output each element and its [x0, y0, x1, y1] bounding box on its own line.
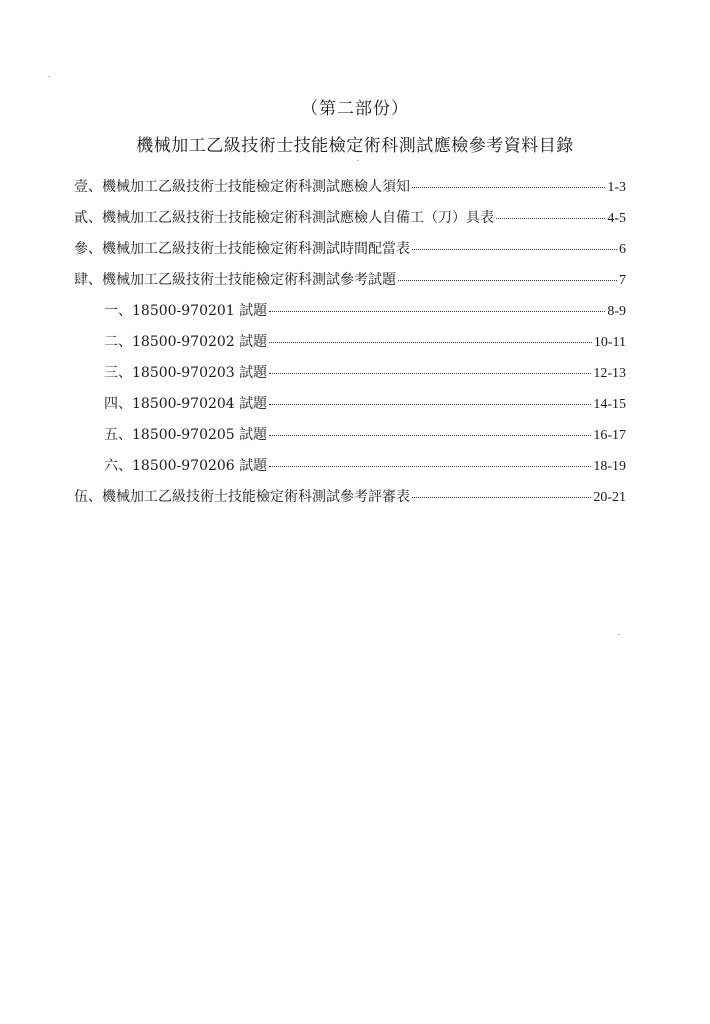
- dot-leader: [412, 249, 617, 250]
- toc-entry-page: 7: [619, 273, 626, 288]
- dot-leader: [496, 218, 605, 219]
- toc-entry-number: 六、: [104, 458, 132, 474]
- scan-speck: [48, 76, 50, 77]
- toc-entry-page: 18-19: [593, 459, 626, 474]
- toc-entry-page: 14-15: [593, 397, 626, 412]
- toc-entry-title: 機械加工乙級技術士技能檢定術科測試應檢人須知: [102, 179, 410, 195]
- toc-entry-page: 16-17: [593, 428, 626, 443]
- toc-entry: [74, 238, 626, 269]
- dot-leader: [269, 373, 591, 374]
- toc-entry: [74, 176, 626, 207]
- scan-speck: [618, 634, 620, 635]
- document-title: 機械加工乙級技術士技能檢定術科測試應檢參考資料目錄: [136, 136, 574, 156]
- part-title: （第二部份）: [301, 99, 409, 119]
- scan-speck: [357, 160, 359, 161]
- toc-entry-number: 四、: [104, 396, 132, 412]
- toc-subentry: [74, 362, 626, 393]
- toc-entry-title: 18500-970206 試題: [132, 458, 268, 474]
- toc-entry-title: 機械加工乙級技術士技能檢定術科測試參考評審表: [102, 489, 410, 505]
- toc-entry-page: 1-3: [607, 180, 626, 195]
- toc-subentry: [74, 424, 626, 455]
- toc-entry-number: 三、: [104, 365, 132, 381]
- toc-entry-number: 伍、: [74, 489, 102, 505]
- toc-entry-page: 8-9: [607, 304, 626, 319]
- toc-entry-title: 機械加工乙級技術士技能檢定術科測試參考試題: [102, 272, 396, 288]
- dot-leader: [269, 466, 591, 467]
- toc-entry-number: 貳、: [74, 210, 102, 226]
- toc-entry-number: 壹、: [74, 179, 102, 195]
- toc-subentry: [74, 300, 626, 331]
- toc-entry-number: 五、: [104, 427, 132, 443]
- toc-entry-title: 18500-970205 試題: [132, 427, 268, 443]
- toc-entry: [74, 269, 626, 300]
- toc-entry-number: 二、: [104, 334, 132, 350]
- toc-subentry: [74, 455, 626, 486]
- toc-entry-title: 機械加工乙級技術士技能檢定術科測試時間配當表: [102, 241, 410, 257]
- toc-entry-title: 18500-970204 試題: [132, 396, 268, 412]
- toc-entry-page: 6: [619, 242, 626, 257]
- dot-leader: [398, 280, 617, 281]
- toc-entry-page: 4-5: [607, 211, 626, 226]
- toc-entry-number: 參、: [74, 241, 102, 257]
- toc-entry-number: 肆、: [74, 272, 102, 288]
- dot-leader: [412, 187, 605, 188]
- toc-entry-title: 機械加工乙級技術士技能檢定術科測試應檢人自備工（刀）具表: [102, 210, 494, 226]
- toc-entry-page: 12-13: [593, 366, 626, 381]
- toc-entry-title: 18500-970202 試題: [132, 334, 268, 350]
- toc-entry-page: 10-11: [593, 335, 626, 350]
- toc-entry-number: 一、: [104, 303, 132, 319]
- toc-entry-title: 18500-970201 試題: [132, 303, 268, 319]
- table-of-contents: [74, 176, 626, 517]
- toc-entry: [74, 207, 626, 238]
- dot-leader: [412, 497, 591, 498]
- dot-leader: [269, 342, 592, 343]
- toc-entry-page: 20-21: [593, 490, 626, 505]
- dot-leader: [269, 404, 591, 405]
- toc-subentry: [74, 331, 626, 362]
- dot-leader: [269, 311, 605, 312]
- toc-entry: [74, 486, 626, 517]
- toc-subentry: [74, 393, 626, 424]
- dot-leader: [269, 435, 591, 436]
- toc-entry-title: 18500-970203 試題: [132, 365, 268, 381]
